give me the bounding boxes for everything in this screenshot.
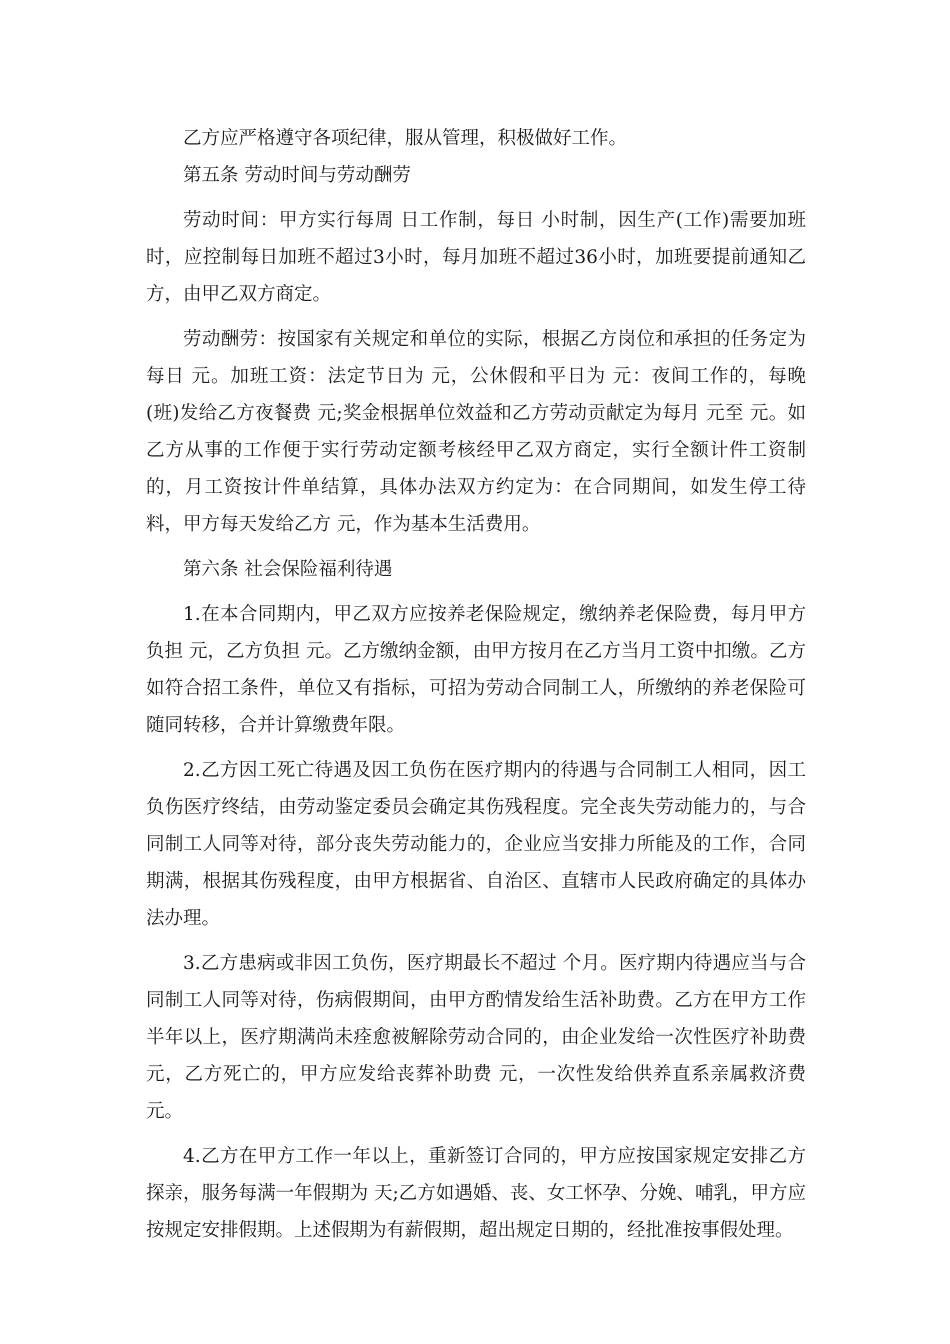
paragraph-working-hours: 劳动时间：甲方实行每周 日工作制，每日 小时制，因生产(工作)需要加班时，应控制每日加班不超过3小时，每月加班不超过36小时，加班要提前通知乙方，由甲乙双方商定。 (146, 210, 806, 305)
paragraph-clause-1: 1.在本合同期内，甲乙双方应按养老保险规定，缴纳养老保险费，每月甲方负担 元，乙方负担 元。乙方缴纳金额，由甲方按月在乙方当月工资中扣缴。乙方如符合招工条件，单位又有指标，可招为劳动合同制工人，所缴纳的养老保险可随同转移，合并计算缴费年限。 (146, 604, 806, 736)
paragraph-clause-4: 4.乙方在甲方工作一年以上，重新签订合同的，甲方应按国家规定安排乙方探亲，服务每满一年假期为 天;乙方如遇婚、丧、女工怀孕、分娩、哺乳，甲方应按规定安排假期。上述假期为有薪假期，超出规定日期的，经批准按事假处理。 (146, 1146, 806, 1241)
heading-article-5: 第五条 劳动时间与劳动酬劳 (183, 165, 411, 186)
document-body (146, 120, 812, 1249)
paragraph-remuneration: 劳动酬劳：按国家有关规定和单位的实际，根据乙方岗位和承担的任务定为每日 元。加班工资：法定节日为 元，公休假和平日为 元：夜间工作的，每晚(班)发给乙方夜餐费 元;奖金根据单位效益和乙方劳动贡献定为每月 元至 元。如乙方从事的工作便于实行劳动定额考核经甲乙双方商定，实行全额计件工资制的，月工资按计件单结算，具体办法双方约定为：在合同期间，如发生停工待料，甲方每天发给乙方 元，作为基本生活费用。 (146, 329, 806, 535)
paragraph-clause-2: 2.乙方因工死亡待遇及因工负伤在医疗期内的待遇与合同制工人相同，因工负伤医疗终结，由劳动鉴定委员会确定其伤残程度。完全丧失劳动能力的，与合同制工人同等对待，部分丧失劳动能力的，企业应当安排力所能及的工作，合同期满，根据其伤残程度，由甲方根据省、自治区、直辖市人民政府确定的具体办法办理。 (146, 760, 806, 929)
heading-article-6: 第六条 社会保险福利待遇 (183, 559, 393, 580)
paragraph-discipline: 乙方应严格遵守各项纪律，服从管理，积极做好工作。 (183, 128, 628, 149)
paragraph-clause-3: 3.乙方患病或非因工负伤，医疗期最长不超过 个月。医疗期内待遇应当与合同制工人同等对待，伤病假期间，由甲方酌情发给生活补助费。乙方在甲方工作半年以上，医疗期满尚未痊愈被解除劳动合同的，由企业发给一次性医疗补助费元，乙方死亡的，甲方应发给丧葬补助费 元，一次性发给供养直系亲属救济费 元。 (146, 953, 812, 1122)
